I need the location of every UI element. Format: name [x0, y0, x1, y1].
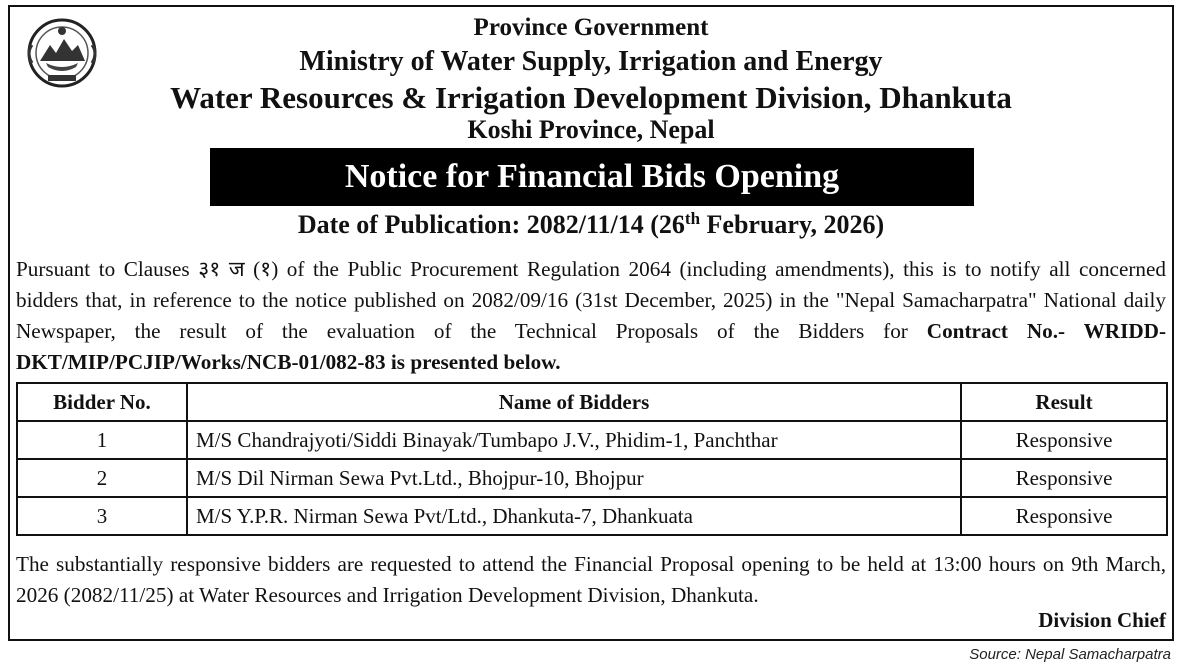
notice-title: Notice for Financial Bids Opening	[210, 148, 974, 206]
bidder-result: Responsive	[961, 459, 1167, 497]
bidder-no: 2	[17, 459, 187, 497]
header-ministry: Ministry of Water Supply, Irrigation and Energy	[299, 46, 883, 77]
publication-date-prefix: Date of Publication: 2082/11/14 (26	[297, 210, 685, 239]
table-row	[17, 497, 1167, 535]
header-result: Result	[961, 383, 1167, 421]
closing-paragraph: The substantially responsive bidders are requested to attend the Financial Proposal opening to be held at 13:00 hours on 9th March, 2026 (2082/11/25) at Water Resources and Irrigation Development Division, Dhankuta.	[16, 552, 1166, 607]
signature: Division Chief	[1038, 608, 1166, 632]
publication-date-sup: th	[684, 209, 701, 228]
table-row	[17, 421, 1167, 459]
header-location: Koshi Province, Nepal	[467, 115, 715, 144]
source-credit: Source: Nepal Samacharpatra	[969, 646, 1171, 663]
table-header-row	[17, 383, 1167, 421]
contract-number: Contract No.- WRIDD-DKT/MIP/PCJIP/Works/NCB-01/082-83 is presented below.	[16, 319, 1167, 374]
publication-date-suffix: February, 2026)	[700, 210, 885, 239]
header-line-1: Province Government	[473, 14, 709, 41]
intro-text: Pursuant to Clauses ३१ ज (१) of the Public Procurement Regulation 2064 (including amendments), this is to notify all concerned bidders that, in reference to the notice published on 2082/09/16 (31st December, 2025) in the "Nepal Samacharpatra" National daily Newspaper, the result of the evaluation of the Technical Proposals of the Bidders for	[16, 257, 1166, 343]
bidder-name: M/S Chandrajyoti/Siddi Binayak/Tumbapo J.V., Phidim-1, Panchthar	[187, 421, 961, 459]
header-bidder-no: Bidder No.	[17, 383, 187, 421]
bidder-result: Responsive	[961, 497, 1167, 535]
intro-paragraph	[16, 254, 1166, 378]
publication-date	[10, 210, 1172, 240]
notice-frame	[8, 5, 1174, 641]
bidder-result: Responsive	[961, 421, 1167, 459]
bidder-name: M/S Y.P.R. Nirman Sewa Pvt/Ltd., Dhankuta-7, Dhankuata	[187, 497, 961, 535]
bidder-no: 3	[17, 497, 187, 535]
header-name: Name of Bidders	[187, 383, 961, 421]
bidder-no: 1	[17, 421, 187, 459]
header-division: Water Resources & Irrigation Development Division, Dhankuta	[170, 80, 1012, 115]
bidders-table	[16, 382, 1168, 536]
table-row	[17, 459, 1167, 497]
bidder-name: M/S Dil Nirman Sewa Pvt.Ltd., Bhojpur-10, Bhojpur	[187, 459, 961, 497]
